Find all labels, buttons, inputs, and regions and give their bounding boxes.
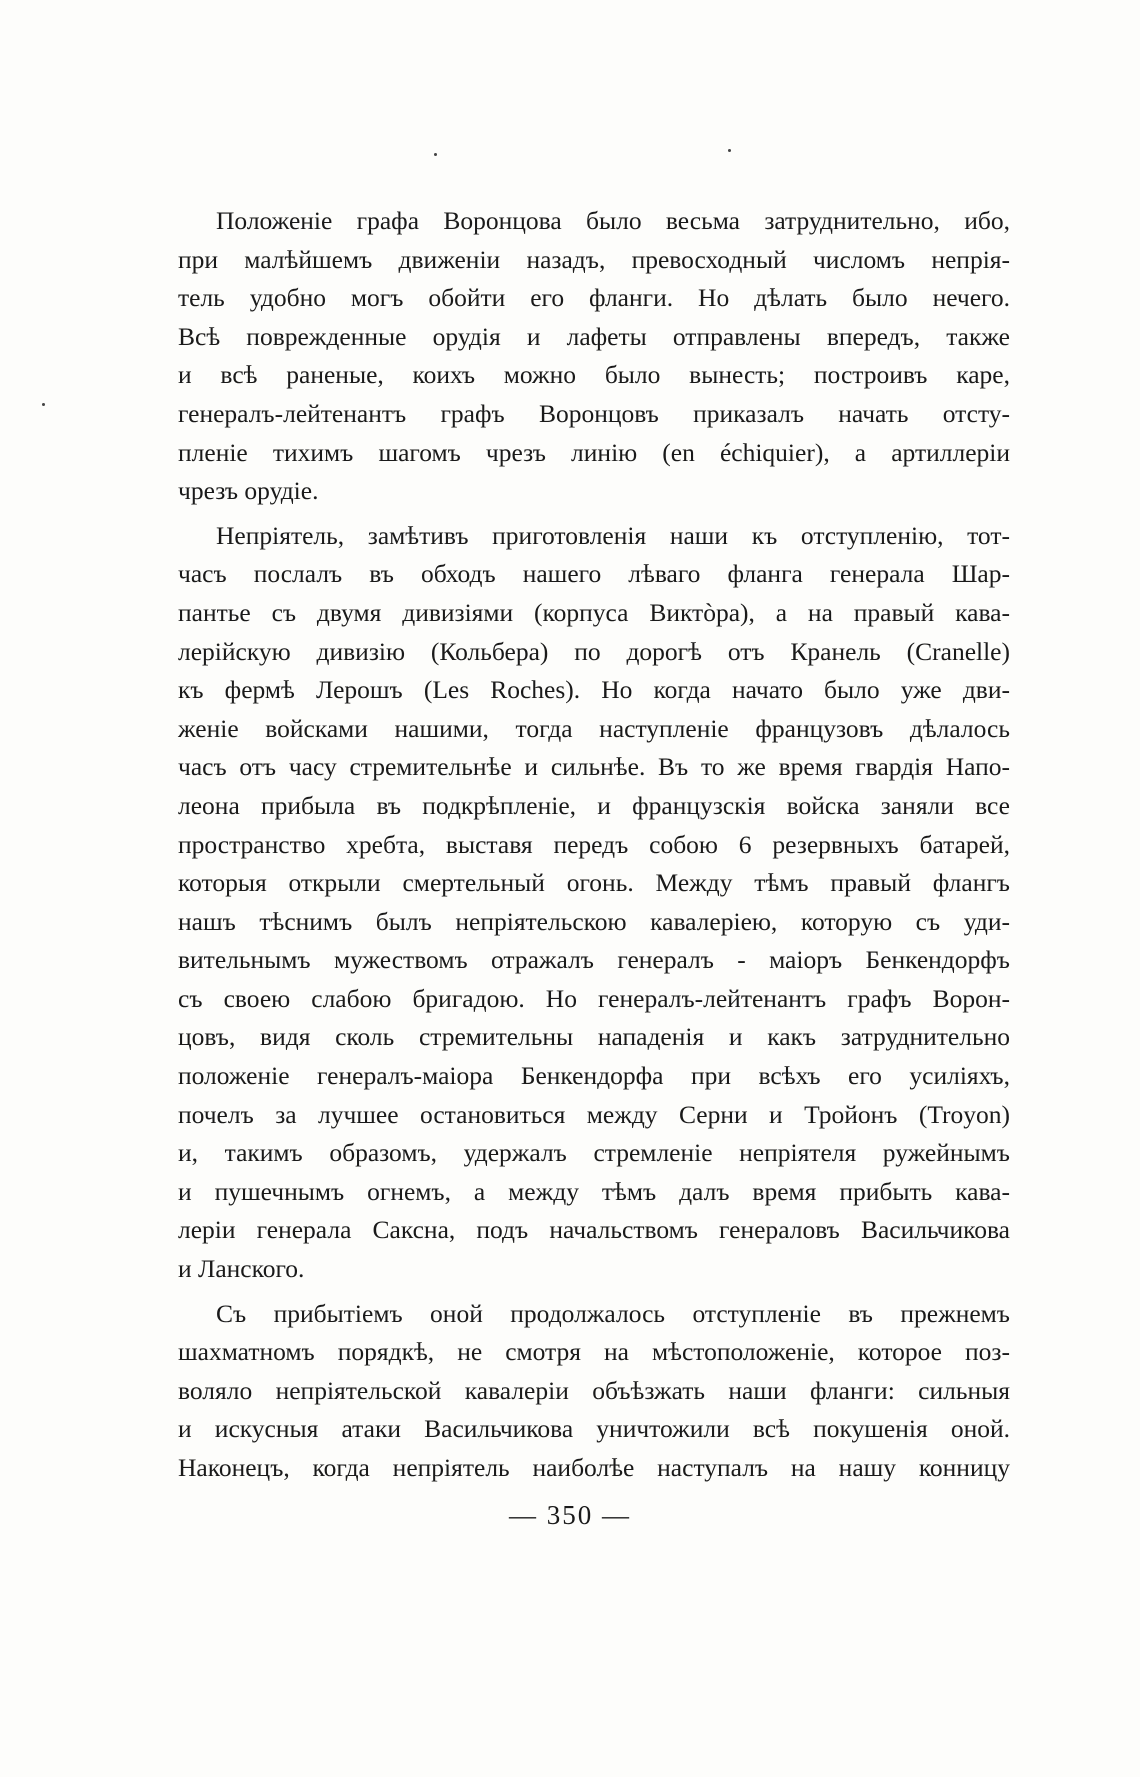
text-line: пантье съ двумя дивизіями (корпуса Виктòра), а на правый кава- [178,597,1010,627]
text-line: и искусныя атаки Васильчикова уничтожили всѣ покушенія оной. [178,1414,1010,1444]
text-line: и пушечнымъ огнемъ, а между тѣмъ далъ время прибыть кава- [178,1176,1010,1206]
text-line: цовъ, видя сколь стремительны нападенія и какъ затруднительно [178,1022,1010,1052]
text-line: часъ отъ часу стремительнѣе и сильнѣе. Въ то же время гвардія Напо- [178,752,1010,782]
print-speck [42,403,45,406]
paragraph-1 [178,202,1010,511]
text-line: при малѣйшемъ движеніи назадъ, превосходный числомъ непрія- [178,244,1010,274]
text-line: положеніе генералъ-маіора Бенкендорфа при всѣхъ его усиліяхъ, [178,1061,1010,1091]
text-line: и, такимъ образомъ, удержалъ стремленіе непріятеля ружейнымъ [178,1138,1010,1168]
text-line: Съ прибытіемъ оной продолжалось отступленіе въ прежнемъ [216,1298,1010,1328]
text-line: лерійскую дивизію (Кольбера) по дорогѣ отъ Кранель (Cranelle) [178,636,1010,666]
text-line: вительнымъ мужествомъ отражалъ генералъ - маіоръ Бенкендорфъ [178,945,1010,975]
print-speck [728,149,731,152]
text-line: часъ послалъ въ обходъ нашего лѣваго фланга генерала Шар- [178,559,1010,589]
text-line: съ своею слабою бригадою. Но генералъ-лейтенантъ графъ Ворон- [178,983,1010,1013]
text-line: шахматномъ порядкѣ, не смотря на мѣстоположеніе, которое поз- [178,1337,1010,1367]
text-line: пленіе тихимъ шагомъ чрезъ линію (en échiquier), а артиллеріи [178,437,1010,467]
text-line: леона прибыла въ подкрѣпленіе, и французскія войска заняли все [178,790,1010,820]
paragraph-3 [178,1295,1010,1488]
text-line: Наконецъ, когда непріятель наиболѣе наступалъ на нашу конницу [178,1453,1010,1482]
text-line: и всѣ раненые, коихъ можно было вынесть; построивъ каре, [178,360,1010,390]
text-line: почелъ за лучшее остановиться между Серни и Тройонъ (Troyon) [178,1099,1010,1129]
text-line: Положеніе графа Воронцова было весьма затруднительно, ибо, [216,206,1010,235]
text-line: Непріятель, замѣтивъ приготовленія наши къ отступленію, тот- [216,520,1010,550]
text-line: нашъ тѣснимъ былъ непріятельскою кавалеріею, которую съ уди- [178,906,1010,936]
text-line: пространство хребта, выставя передъ собою 6 резервныхъ батарей, [178,829,1010,859]
text-line: тель удобно могъ обойти его фланги. Но дѣлать было нечего. [178,283,1010,313]
text-line: воляло непріятельской кавалеріи объѣзжать наши фланги: сильныя [178,1375,1010,1405]
text-line: которыя открыли смертельный огонь. Между тѣмъ правый флангъ [178,868,1010,898]
paragraph-2 [178,517,1010,1289]
text-line: Всѣ поврежденные орудія и лафеты отправлены впередъ, также [178,321,1010,351]
text-line: женіе войсками нашими, тогда наступленіе французовъ дѣлалось [178,713,1010,743]
text-line: и Ланского. [178,1254,305,1284]
body-text [178,202,1010,1488]
page-number: — 350 — [509,1500,631,1530]
text-line: къ фермѣ Лерошъ (Les Roches). Но когда начато было уже дви- [178,675,1010,705]
text-line: генералъ-лейтенантъ графъ Воронцовъ приказалъ начать отсту- [178,398,1010,428]
text-line: леріи генерала Саксна, подъ начальствомъ генераловъ Васильчикова [178,1215,1010,1245]
print-speck [434,153,437,156]
text-line: чрезъ орудіе. [178,476,319,506]
